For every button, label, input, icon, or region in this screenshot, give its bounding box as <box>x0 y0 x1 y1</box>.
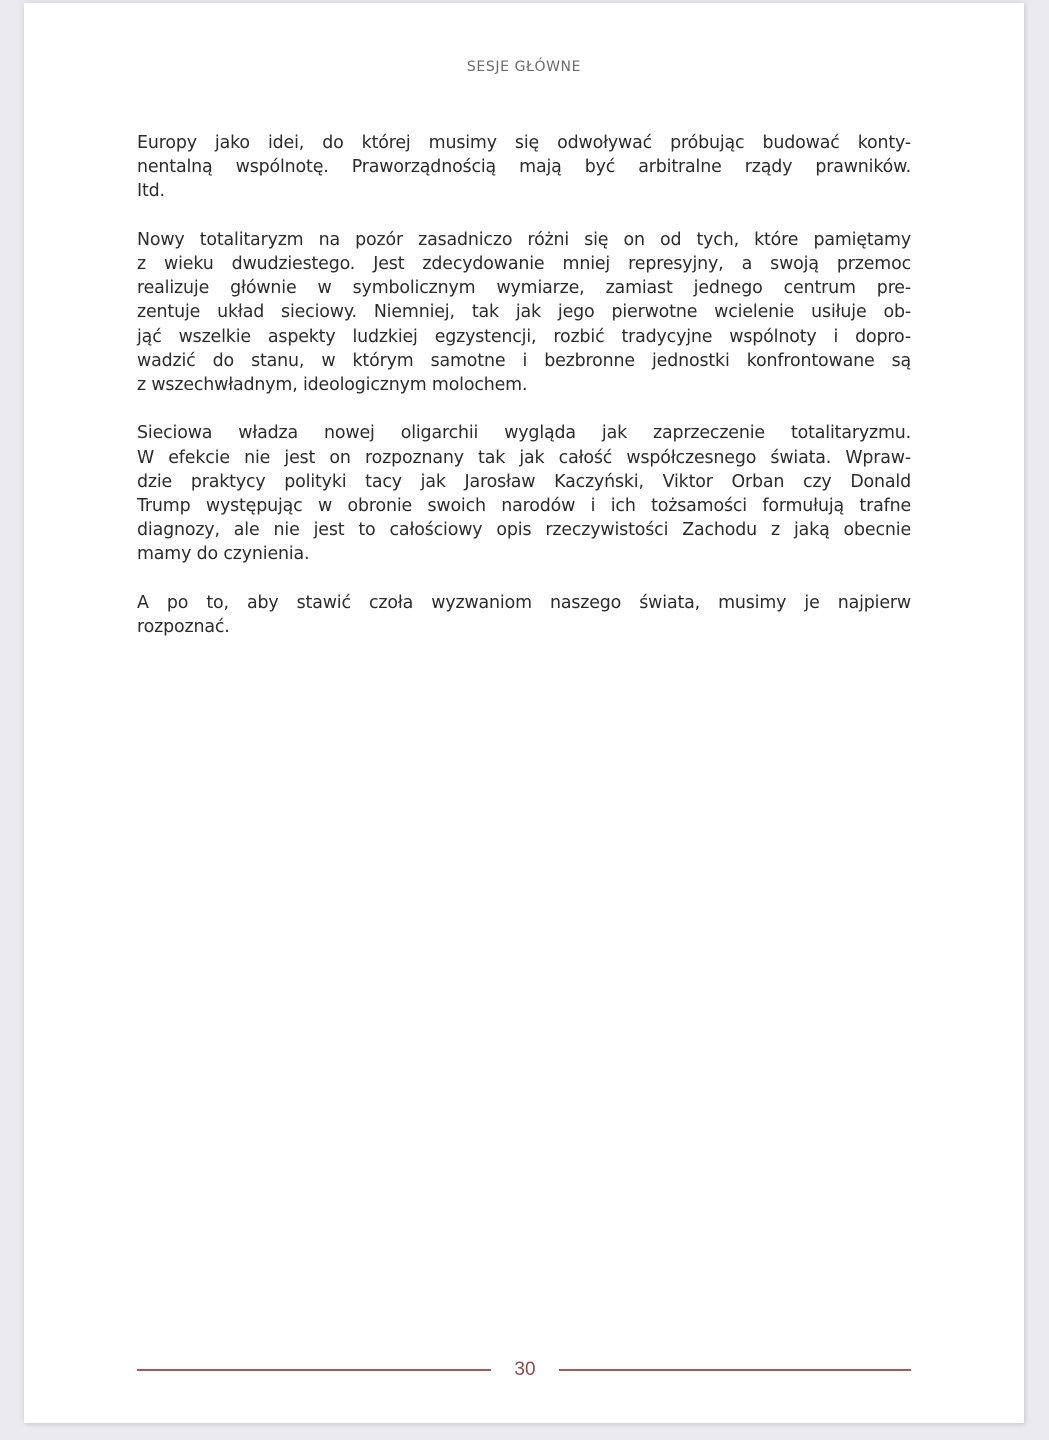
document-page <box>24 3 1024 1423</box>
page-number: 30 <box>514 1359 536 1380</box>
paragraph-3 <box>137 421 911 566</box>
text-line: realizuje głównie w symbolicznym wymiarze, zamiast jednego centrum pre- <box>137 278 911 299</box>
text-line: zentuje układ sieciowy. Niemniej, tak jak jego pierwotne wcielenie usiłuje ob- <box>137 302 911 323</box>
text-line: A po to, aby stawić czoła wyzwaniom naszego świata, musimy je najpierw <box>137 592 911 613</box>
text-line: diagnozy, ale nie jest to całościowy opis rzeczywistości Zachodu z jaką obecnie <box>137 520 911 541</box>
running-head: SESJE GŁÓWNE <box>466 59 582 75</box>
text-line: dzie praktycy polityki tacy jak Jarosław Kaczyński, Viktor Orban czy Donald <box>137 471 911 492</box>
text-line: jąć wszelkie aspekty ludzkiej egzystencji, rozbić tradycyjne wspólnoty i dopro- <box>137 326 911 347</box>
text-line: Sieciowa władza nowej oligarchii wygląda jak zaprzeczenie totalitaryzmu. <box>137 423 911 444</box>
text-line: mamy do czynienia. <box>137 544 310 565</box>
footer-rule-right <box>559 1369 911 1371</box>
paragraph-2 <box>137 228 911 397</box>
text-line: nentalną wspólnotę. Praworządnością mają być arbitralne rządy prawników. <box>137 157 911 178</box>
text-line: Nowy totalitaryzm na pozór zasadniczo różni się on od tych, które pamiętamy <box>137 229 911 250</box>
text-line: Trump występując w obronie swoich narodów i ich tożsamości formułują trafne <box>137 496 911 517</box>
text-line: wadzić do stanu, w którym samotne i bezbronne jednostki konfrontowane są <box>137 350 911 371</box>
text-line: W efekcie nie jest on rozpoznany tak jak całość współczesnego świata. Wpraw- <box>137 447 911 468</box>
footer-rule-left <box>137 1369 491 1371</box>
text-line: z wieku dwudziestego. Jest zdecydowanie mniej represyjny, a swoją przemoc <box>137 254 911 274</box>
text-line: Europy jako idei, do której musimy się odwoływać próbując budować konty- <box>137 133 911 153</box>
text-line: rozpoznać. <box>137 617 230 638</box>
text-line: z wszechwładnym, ideologicznym molochem. <box>137 375 528 396</box>
body-text <box>137 131 911 663</box>
page-footer <box>137 1358 911 1382</box>
text-line: Itd. <box>137 181 165 202</box>
paragraph-1 <box>137 131 911 204</box>
paragraph-4 <box>137 591 911 639</box>
